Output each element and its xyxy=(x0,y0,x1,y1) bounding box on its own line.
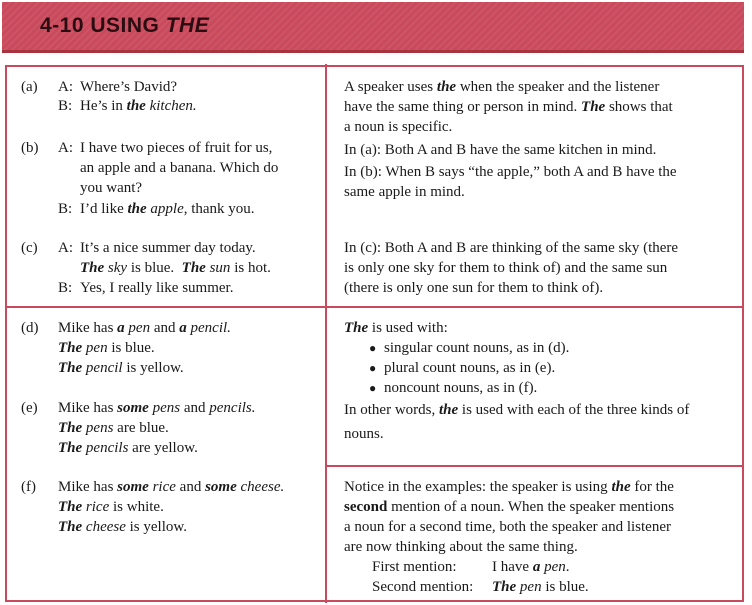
explanation-line: In (a): Both A and B have the same kitchen in mind. xyxy=(344,142,657,158)
speaker-label: B: xyxy=(58,201,73,217)
example-label: (d) xyxy=(21,320,39,336)
bullet-item: singular count nouns, as in (d). xyxy=(384,340,570,356)
section-title: 4-10 USING THE xyxy=(40,14,210,37)
speaker-label: B: xyxy=(58,98,73,114)
bullet-icon: ● xyxy=(369,341,377,355)
example-line: The pen is blue. xyxy=(58,340,155,356)
explanation-line: a noun for a second time, both the speaker and listener xyxy=(344,519,671,535)
bullet-item: noncount nouns, as in (f). xyxy=(384,380,538,396)
explanation-line: a noun is specific. xyxy=(344,119,453,135)
example-line: Mike has some rice and some cheese. xyxy=(58,479,285,495)
speaker-label: A: xyxy=(58,140,73,156)
explanation-line: second mention of a noun. When the speaker mentions xyxy=(344,499,675,515)
speaker-label: B: xyxy=(58,280,73,296)
example-line: you want? xyxy=(80,180,143,196)
explanation-line: (there is only one sun for them to think of). xyxy=(344,280,604,296)
speaker-label: A: xyxy=(58,79,73,95)
explanation-line: The is used with: xyxy=(344,320,448,336)
example-label: (b) xyxy=(21,140,39,156)
first-mention-label: First mention: xyxy=(372,559,457,575)
explanation-line: are now thinking about the same thing. xyxy=(344,539,578,555)
example-line: The pens are blue. xyxy=(58,420,169,436)
example-line: He’s in the kitchen. xyxy=(80,98,197,114)
second-mention-example: The pen is blue. xyxy=(492,579,589,595)
explanation-line: In (c): Both A and B are thinking of the same sky (there xyxy=(344,240,679,256)
speaker-label: A: xyxy=(58,240,73,256)
row-divider xyxy=(326,465,744,467)
explanation-line: Notice in the examples: the speaker is using the for the xyxy=(344,479,674,495)
example-label: (c) xyxy=(21,240,38,256)
example-line: I have two pieces of fruit for us, xyxy=(80,140,273,156)
first-mention-example: I have a pen. xyxy=(492,559,570,575)
example-line: The rice is white. xyxy=(58,499,164,515)
explanation-line: In other words, the is used with each of the three kinds of xyxy=(344,402,690,418)
example-line: Where’s David? xyxy=(80,79,178,95)
bullet-item: plural count nouns, as in (e). xyxy=(384,360,556,376)
example-line: The pencils are yellow. xyxy=(58,440,198,456)
column-divider xyxy=(325,64,327,603)
example-line: an apple and a banana. Which do xyxy=(80,160,279,176)
example-label: (a) xyxy=(21,79,38,95)
example-label: (e) xyxy=(21,400,38,416)
row-divider xyxy=(5,306,744,308)
section-header xyxy=(2,2,744,53)
example-label: (f) xyxy=(21,479,36,495)
example-line: Yes, I really like summer. xyxy=(80,280,234,296)
explanation-line: In (b): When B says “the apple,” both A and B have the xyxy=(344,164,677,180)
explanation-line: same apple in mind. xyxy=(344,184,465,200)
example-line: The cheese is yellow. xyxy=(58,519,187,535)
example-line: Mike has a pen and a pencil. xyxy=(58,320,231,336)
example-line: It’s a nice summer day today. xyxy=(80,240,256,256)
example-line: The sky is blue. The sun is hot. xyxy=(80,260,271,276)
example-line: I’d like the apple, thank you. xyxy=(80,201,255,217)
bullet-icon: ● xyxy=(369,381,377,395)
explanation-line: have the same thing or person in mind. The shows that xyxy=(344,99,673,115)
explanation-line: A speaker uses the when the speaker and the listener xyxy=(344,79,660,95)
bullet-icon: ● xyxy=(369,361,377,375)
explanation-line: nouns. xyxy=(344,426,384,442)
explanation-line: is only one sky for them to think of) and the same sun xyxy=(344,260,668,276)
example-line: Mike has some pens and pencils. xyxy=(58,400,256,416)
example-line: The pencil is yellow. xyxy=(58,360,184,376)
second-mention-label: Second mention: xyxy=(372,579,474,595)
